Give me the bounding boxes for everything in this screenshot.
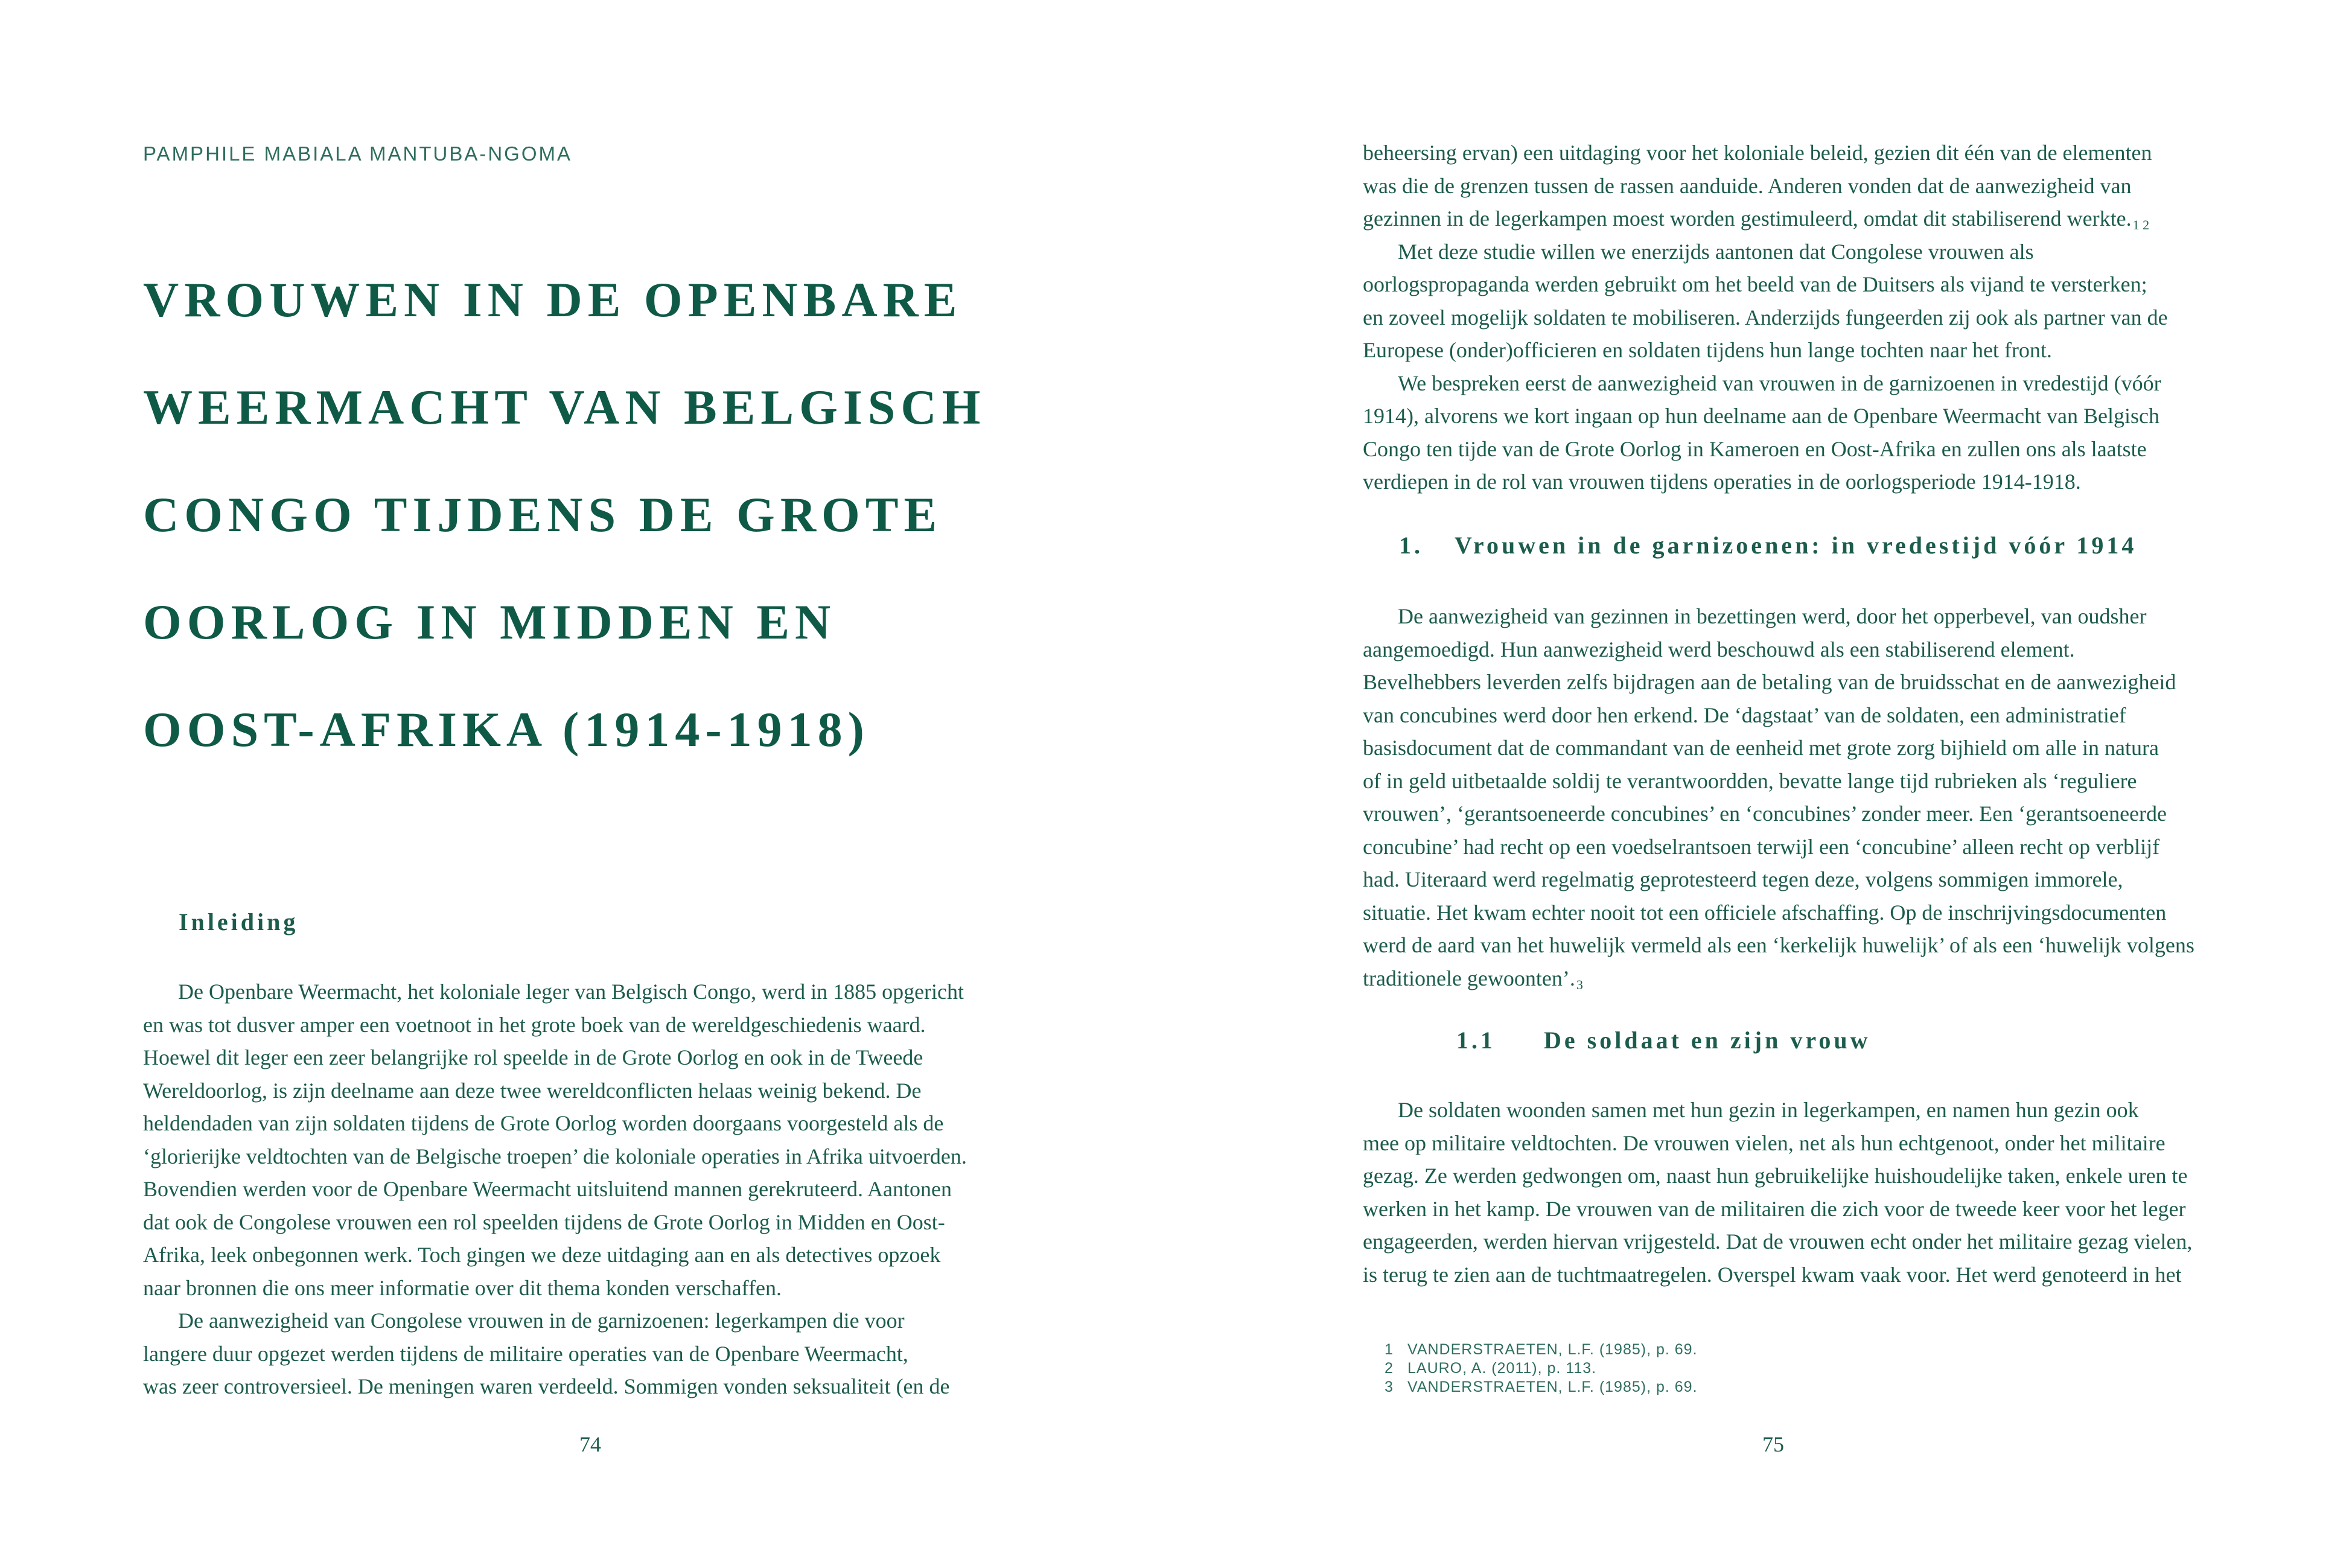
chapter-title-line: OORLOG IN MIDDEN EN	[143, 594, 837, 649]
chapter-title-line: WEERMACHT VAN BELGISCH	[143, 380, 986, 435]
chapter-title-line: CONGO TIJDENS DE GROTE	[143, 487, 943, 542]
body-line-text: gezinnen in de legerkampen moest worden gestimuleerd, omdat dit stabiliserend werkte.	[1363, 206, 2132, 231]
body-line: De soldaten woonden samen met hun gezin in legerkampen, en namen hun gezin ook	[1398, 1098, 2139, 1122]
body-line: De aanwezigheid van gezinnen in bezettingen werd, door het opperbevel, van oudsher	[1398, 604, 2147, 628]
body-line: Wereldoorlog, is zijn deelname aan deze twee wereldconflicten helaas weinig bekend. De	[143, 1078, 922, 1103]
body-line: vrouwen’, ‘gerantsoeneerde concubines’ en ‘concubines’ zonder meer. Een ‘gerantsoeneerde	[1363, 802, 2167, 826]
body-line: gezag. Ze werden gedwongen om, naast hun gebruikelijke huishoudelijke taken, enkele uren te	[1363, 1164, 2188, 1188]
body-line: dat ook de Congolese vrouwen een rol speelden tijdens de Grote Oorlog in Midden en Oost-	[143, 1209, 945, 1234]
body-line: oorlogspropaganda werden gebruikt om het beeld van de Duitsers als vijand te versterken;	[1363, 272, 2147, 296]
body-line: Hoewel dit leger een zeer belangrijke rol speelde in de Grote Oorlog en ook in de Tweede	[143, 1045, 923, 1069]
body-line	[1363, 962, 2194, 995]
body-line	[1363, 202, 2168, 235]
chapter-title-line: VROUWEN IN DE OPENBARE	[143, 272, 963, 327]
footnote-text: VANDERSTRAETEN, L.F. (1985), p. 69.	[1407, 1341, 1698, 1358]
body-line: Met deze studie willen we enerzijds aantonen dat Congolese vrouwen als	[1398, 239, 2034, 264]
body-line: Congo ten tijde van de Grote Oorlog in Kameroen en Oost-Afrika en zullen ons als laatste	[1363, 436, 2147, 461]
body-line: werd de aard van het huwelijk vermeld als een ‘kerkelijk huwelijk’ of als een ‘huwelijk volgens	[1363, 933, 2194, 957]
right-page	[1176, 0, 2352, 1568]
body-line: en zoveel mogelijk soldaten te mobiliseren. Anderzijds fungeerden zij ook als partner van de	[1363, 305, 2168, 330]
body-line: De Openbare Weermacht, het koloniale leger van Belgisch Congo, werd in 1885 opgericht	[178, 980, 964, 1004]
body-line: basisdocument dat de commandant van de eenheid met grote zorg bijhield om alle in natura	[1363, 736, 2159, 760]
body-line: en was tot dusver amper een voetnoot in het grote boek van de wereldgeschiedenis waard.	[143, 1012, 926, 1037]
body-line: Bevelhebbers leverden zelfs bijdragen aan de betaling van de bruidsschat en de aanwezigheid	[1363, 670, 2176, 694]
body-line: De aanwezigheid van Congolese vrouwen in de garnizoenen: legerkampen die voor	[178, 1308, 905, 1333]
body-line: was die de grenzen tussen de rassen aanduide. Anderen vonden dat de aanwezigheid van	[1363, 173, 2132, 198]
footnote-number: 3	[1385, 1378, 1394, 1395]
left-body-text	[143, 975, 967, 1403]
page-number: 74	[579, 1432, 601, 1456]
body-line: van concubines werd door hen erkend. De ‘dagstaat’ van de soldaten, een administratief	[1363, 703, 2126, 727]
body-line: naar bronnen die ons meer informatie over dit thema konden verschaffen.	[143, 1275, 782, 1300]
footnote-reference: 1 2	[2132, 217, 2150, 232]
body-line: Bovendien werden voor de Openbare Weermacht uitsluitend mannen gerekruteerd. Aantonen	[143, 1177, 952, 1201]
body-line: We bespreken eerst de aanwezigheid van vrouwen in de garnizoenen in vredestijd (vóór	[1398, 371, 2161, 395]
section-number: 1.1	[1456, 1027, 1496, 1054]
chapter-title-line: OOST-AFRIKA (1914-1918)	[143, 702, 870, 757]
footnote	[1385, 1340, 1698, 1359]
body-line: Europese (onder)officieren en soldaten tijdens hun lange tochten naar het front.	[1363, 338, 2052, 362]
running-head-author: PAMPHILE MABIALA MANTUBA-NGOMA	[143, 142, 573, 165]
body-line: beheersing ervan) een uitdaging voor het koloniale beleid, gezien dit één van de elementen	[1363, 141, 2152, 165]
body-line: of in geld uitbetaalde soldij te verantwoordden, bevatte lange tijd rubrieken als ‘reguliere	[1363, 768, 2137, 793]
section1-body-text	[1363, 600, 2194, 995]
body-line: werken in het kamp. De vrouwen van de militairen die zich voor de tweede keer voor het leger	[1363, 1196, 2186, 1221]
footnote-number: 2	[1385, 1360, 1394, 1377]
body-line: Afrika, leek onbegonnen werk. Toch gingen we deze uitdaging aan en als detectives opzoek	[143, 1243, 941, 1267]
body-line: had. Uiteraard werd regelmatig geprotesteerd tegen deze, volgens sommigen immorele,	[1363, 867, 2123, 891]
body-line: langere duur opgezet werden tijdens de militaire operaties van de Openbare Weermacht,	[143, 1341, 908, 1366]
body-line: was zeer controversieel. De meningen waren verdeeld. Sommigen vonden seksualiteit (en de	[143, 1374, 950, 1398]
body-line: aangemoedigd. Hun aanwezigheid werd beschouwd als een stabiliserend element.	[1363, 637, 2075, 661]
section-title: De soldaat en zijn vrouw	[1544, 1027, 1871, 1054]
body-line: is terug te zien aan de tuchtmaatregelen. Overspel kwam vaak voor. Het werd genoteerd in het	[1363, 1262, 2182, 1287]
body-line: mee op militaire veldtochten. De vrouwen vielen, net als hun echtgenoot, onder het militaire	[1363, 1130, 2166, 1155]
footnote-text: LAURO, A. (2011), p. 113.	[1407, 1360, 1597, 1377]
body-line: concubine’ had recht op een voedselrantsoen terwijl een ‘concubine’ alleen recht op verblijf	[1363, 834, 2160, 859]
body-line: verdiepen in de rol van vrouwen tijdens operaties in de oorlogsperiode 1914-1918.	[1363, 470, 2081, 494]
section-heading-1-1	[1456, 1026, 1870, 1054]
section-title: Vrouwen in de garnizoenen: in vredestijd vóór 1914	[1455, 532, 2137, 559]
section11-body-text	[1363, 1094, 2192, 1291]
footnote	[1385, 1359, 1698, 1378]
footnote	[1385, 1378, 1698, 1397]
footnote-reference: 3	[1576, 977, 1583, 992]
chapter-title	[143, 246, 1085, 783]
body-line: engageerden, werden hiervan vrijgesteld. Dat de vrouwen echt onder het militaire gezag vielen,	[1363, 1229, 2193, 1254]
body-line: heldendaden van zijn soldaten tijdens de Grote Oorlog worden doorgaans voorgesteld als de	[143, 1111, 944, 1135]
section-heading-inleiding: Inleiding	[179, 908, 299, 935]
section-heading-1	[1399, 531, 2137, 559]
body-line-text: traditionele gewoonten’.	[1363, 966, 1575, 990]
section-number: 1.	[1399, 532, 1423, 559]
body-line: situatie. Het kwam echter nooit tot een officiele afschaffing. Op de inschrijvingsdocumenten	[1363, 900, 2167, 925]
right-intro-text	[1363, 136, 2168, 499]
footnotes	[1385, 1340, 1698, 1397]
body-line: 1914), alvorens we kort ingaan op hun deelname aan de Openbare Weermacht van Belgisch	[1363, 404, 2159, 428]
footnote-text: VANDERSTRAETEN, L.F. (1985), p. 69.	[1407, 1378, 1698, 1395]
page-number: 75	[1762, 1432, 1784, 1456]
footnote-number: 1	[1385, 1341, 1394, 1358]
body-line: ‘glorierijke veldtochten van de Belgische troepen’ die koloniale operaties in Afrika uitvoerden.	[143, 1144, 967, 1168]
